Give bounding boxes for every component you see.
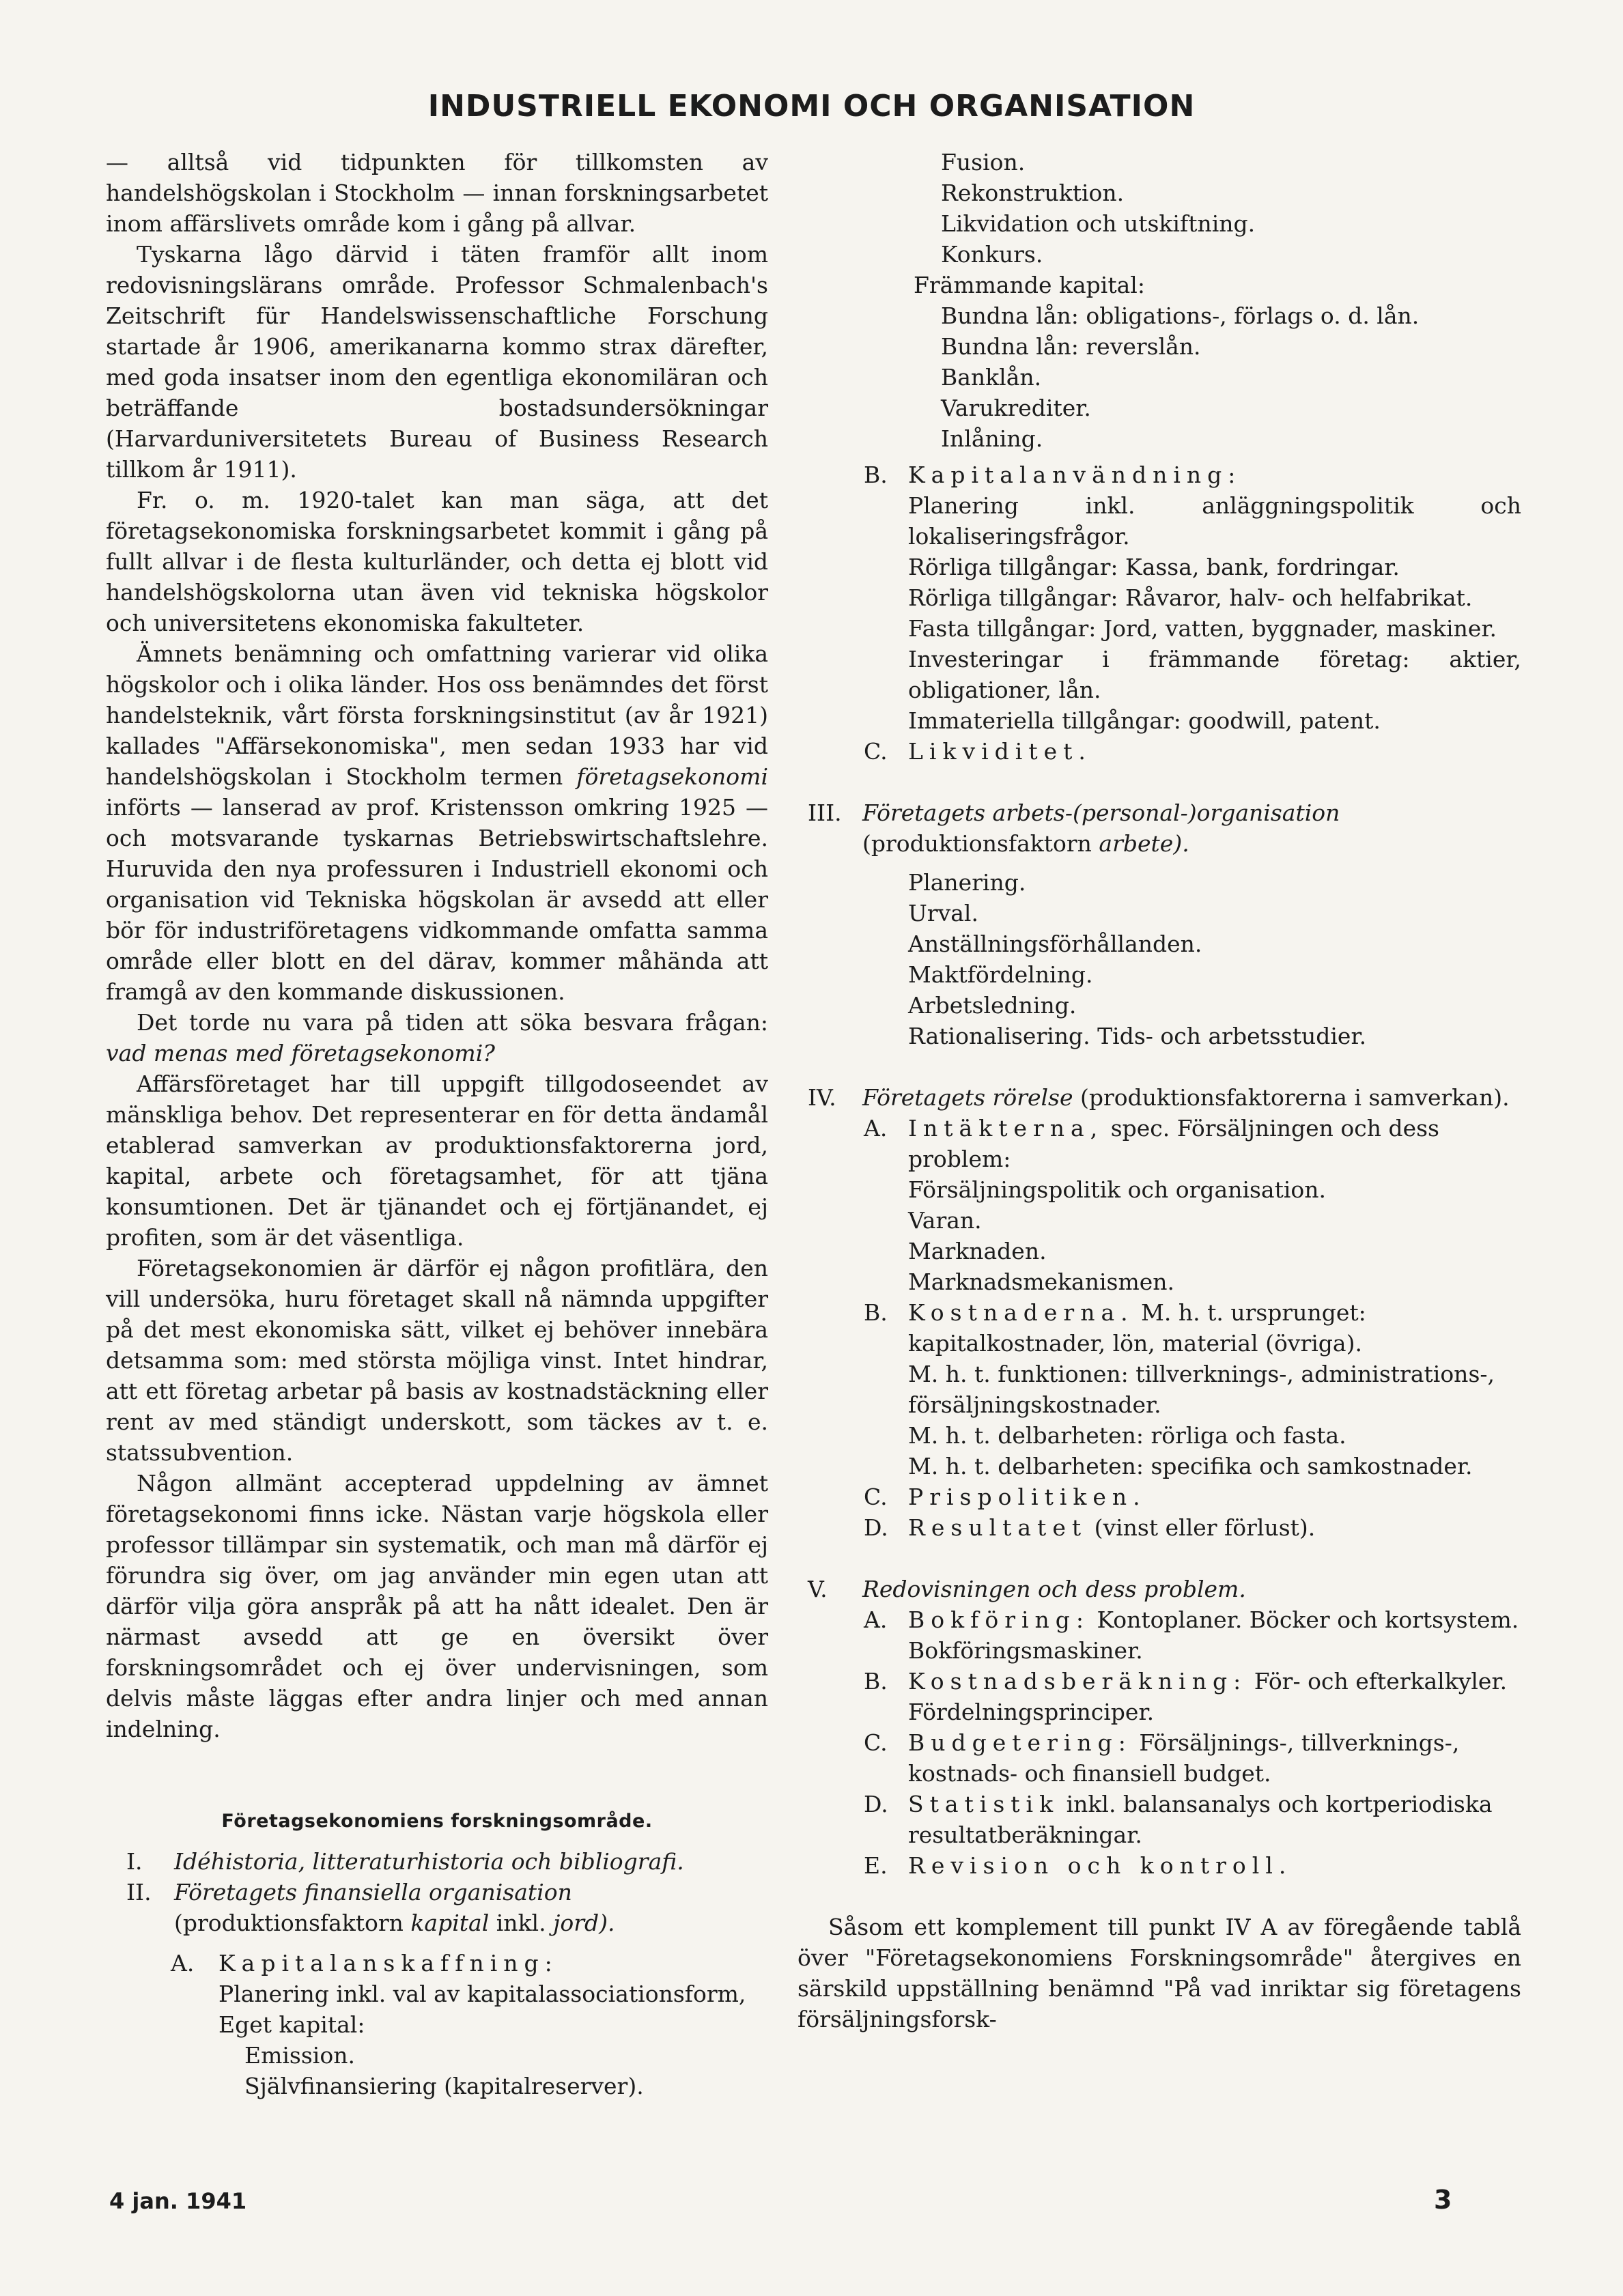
outline-line: Inlåning. — [941, 425, 1043, 452]
outline-text — [908, 1512, 1521, 1543]
outline-line: Marknaden. — [908, 1238, 1047, 1264]
outline-text — [862, 797, 1521, 859]
outline-item — [106, 1877, 768, 1938]
outline-label: A. — [864, 1115, 888, 1142]
outline-line: Varan. — [908, 1207, 982, 1234]
issue-date: 4 jan. 1941 — [109, 2188, 247, 2214]
emphasis: jord). — [553, 1910, 615, 1936]
outline-line: Försäljningspolitik och organisation. — [908, 1176, 1327, 1203]
outline-item — [106, 1846, 768, 1877]
emphasis: företagsekonomi — [576, 763, 768, 790]
outline-line: Marknadsmekanismen. — [908, 1269, 1175, 1295]
outline-line: Investeringar i främmande företag: aktier, obligationer, lån. — [908, 646, 1521, 703]
outline-line: Rekonstruktion. — [941, 180, 1125, 206]
text: Försäljnings-, tillverknings-, kostnads- och finansiell budget. — [908, 1729, 1460, 1787]
outline-line: Självfinansiering (kapitalreserver). — [244, 2073, 644, 2099]
outline-line: Urval. — [908, 900, 978, 926]
outline-sublist — [106, 1979, 768, 2101]
outline-text: Kapitalanvändning: — [908, 462, 1242, 488]
text: (produktionsfaktorerna i samverkan). — [1073, 1084, 1510, 1111]
emphasis: vad menas med företagsekonomi? — [106, 1040, 495, 1066]
outline-item — [798, 1850, 1521, 1881]
paragraph: Någon allmänt accepterad uppdelning av ämnet företagsekonomi finns icke. Nästan varje högskola eller professor tillämpar sin systematik, och man må därför ej förundra sig över, om jag använder min egen utan att därför vilja göra anspråk på att ha nått idealet. Den är närmast avsedd att ge en översikt över forskningsområdet och ej över undervisningen, som delvis måste läggas efter andra linjer och med annan indelning. — [106, 1470, 768, 1742]
spaced-term: Kostnadsberäkning: — [908, 1668, 1247, 1695]
outline-sublist — [798, 867, 1521, 1051]
outline-item — [798, 1113, 1521, 1174]
outline-text — [174, 1877, 768, 1938]
outline-item — [798, 797, 1521, 859]
emphasis: Företagets rörelse — [862, 1084, 1073, 1111]
outline-item — [798, 1604, 1521, 1666]
left-column — [106, 147, 768, 2101]
paragraph: Tyskarna lågo därvid i täten framför allt inom redovisningslärans område. Professor Schmalenbach's Zeitschrift für Handelswissenschaftliche Forschung startade år 1906, amerikanarna kommo strax därefter, med goda insatser inom den egentliga ekonomiläran och beträffande bostadsundersökningar (Harvarduniversitetets Bureau of Business Research tillkom år 1911). — [106, 241, 768, 483]
outline-item — [798, 736, 1521, 767]
outline-line: Eget kapital: — [218, 2011, 365, 2038]
section-subheading: Företagsekonomiens forskningsområde. — [221, 1811, 653, 1832]
outline-text — [908, 1727, 1521, 1789]
emphasis: Företagets finansiella organisation — [174, 1879, 572, 1905]
spaced-term: Kostnaderna. — [908, 1299, 1134, 1326]
outline-line: M. h. t. delbarheten: specifika och samkostnader. — [908, 1453, 1473, 1479]
outline-label: A. — [864, 1606, 888, 1633]
outline-label: D. — [864, 1791, 888, 1817]
emphasis: kapital — [410, 1910, 490, 1936]
outline-label: B. — [864, 1668, 888, 1695]
outline-item — [798, 1727, 1521, 1789]
right-column — [798, 147, 1521, 2035]
spaced-term: Budgetering: — [908, 1729, 1132, 1756]
outline-item — [798, 1297, 1521, 1359]
outline-item — [798, 1574, 1521, 1604]
outline-label: E. — [864, 1852, 888, 1879]
outline-line: Rörliga tillgångar: Råvaror, halv- och helfabrikat. — [908, 584, 1473, 611]
outline-line: Planering. — [908, 869, 1026, 896]
outline-line: M. h. t. delbarheten: rörliga och fasta. — [908, 1422, 1346, 1449]
outline-line: Emission. — [244, 2042, 355, 2069]
outline-label: C. — [864, 1484, 888, 1510]
outline-item — [798, 1789, 1521, 1850]
outline-text — [862, 1082, 1521, 1113]
outline-item — [798, 1666, 1521, 1727]
outline-line: Planering inkl. anläggningspolitik och lokaliseringsfrågor. — [908, 492, 1521, 550]
outline-text: Kapitalanskaffning: — [218, 1950, 559, 1976]
outline-label: D. — [864, 1514, 888, 1541]
text: Ämnets benämning och omfattning varierar vid olika högskolor och i olika länder. Hos oss benämndes det först handelsteknik, vårt första forskningsinstitut (av år 1921) kallades "Affärsekonomiska", men sedan 1933 har vid handelshögskolan i Stockholm termen — [106, 640, 768, 790]
outline-line: Konkurs. — [941, 241, 1043, 268]
emphasis: Företagets arbets-(personal-)organisation — [862, 799, 1340, 826]
outline-label: II. — [126, 1879, 152, 1905]
text: För- och efterkalkyler. Fördelningsprinciper. — [908, 1668, 1508, 1725]
outline-line: Arbetsledning. — [908, 992, 1077, 1019]
outline-label: V. — [808, 1576, 828, 1602]
outline-item — [798, 1482, 1521, 1512]
text: inkl. balansanalys och kortperiodiska resultatberäkningar. — [908, 1791, 1493, 1848]
outline-sublist — [798, 1174, 1521, 1297]
paragraph — [106, 1007, 768, 1068]
spaced-term: Bokföring: — [908, 1606, 1090, 1633]
outline-line: Främmande kapital: — [914, 272, 1145, 298]
outline-line: Bundna lån: obligations-, förlags o. d. lån. — [941, 302, 1420, 329]
text: M. h. t. ursprunget: kapitalkostnader, lön, material (övriga). — [908, 1299, 1366, 1357]
outline-item — [798, 1512, 1521, 1543]
outline-line: Rörliga tillgångar: Kassa, bank, fordringar. — [908, 554, 1400, 580]
text: inkl. — [489, 1910, 554, 1936]
page-number: 3 — [1434, 2185, 1452, 2215]
outline-item — [798, 459, 1521, 490]
emphasis: arbete). — [1099, 830, 1189, 857]
spaced-term: Statistik — [908, 1791, 1060, 1817]
outline-text — [908, 1297, 1521, 1359]
outline-sublist — [798, 1359, 1521, 1482]
outline-line: Bundna lån: reverslån. — [941, 333, 1201, 360]
outline-text: Idéhistoria, litteraturhistoria och bibliografi. — [174, 1848, 684, 1875]
outline-line: Maktfördelning. — [908, 961, 1093, 988]
outline-label: C. — [864, 738, 888, 765]
outline-label: B. — [864, 462, 888, 488]
outline-label: I. — [126, 1848, 143, 1875]
outline-text — [908, 1113, 1521, 1174]
paragraph — [106, 638, 768, 1007]
outline-text: Revision och kontroll. — [908, 1852, 1293, 1879]
text: (produktionsfaktorn — [862, 830, 1099, 857]
outline-label: A. — [171, 1950, 195, 1976]
outline-sublist — [798, 300, 1521, 454]
paragraph: Såsom ett komplement till punkt IV A av föregående tablå över "Företagsekonomiens Forskningsområde" återgives en särskild uppställning benämnd "På vad inriktar sig företagens försäljningsforsk- — [798, 1914, 1521, 2032]
text: Det torde nu vara på tiden att söka besvara frågan: — [137, 1009, 768, 1036]
outline-sublist — [798, 490, 1521, 736]
outline-line: Fusion. — [941, 149, 1026, 175]
outline-line: Rationalisering. Tids- och arbetsstudier. — [908, 1023, 1367, 1049]
outline-text: Prispolitiken. — [908, 1484, 1146, 1510]
outline-line: Planering inkl. val av kapitalassociationsform, — [218, 1981, 746, 2007]
text: införts — lanserad av prof. Kristensson omkring 1925 — och motsvarande tyskarnas Betriebswirtschaftslehre. Huruvida den nya professuren i Industriell ekonomi och organisation vid Tekniska högskolan är avsedd att eller bör för industriföretagens vidkommande omfatta samma område eller blott en del därav, kommer måhända att framgå av den kommande diskussionen. — [106, 794, 768, 1005]
text: (produktionsfaktorn — [174, 1910, 411, 1936]
outline-text: Likviditet. — [908, 738, 1092, 765]
outline-label: B. — [864, 1299, 888, 1326]
paragraph: Företagsekonomien är därför ej någon profitlära, den vill undersöka, huru företaget skall nå nämnda uppgifter på det mest ekonomiska sätt, vilket ej behöver innebära detsamma som: med största möjliga vinst. Intet hindrar, att ett företag arbetar på basis av kostnadstäckning eller rent av med ständigt underskott, som täckes av t. e. statssubvention. — [106, 1255, 768, 1466]
spaced-term: Resultatet — [908, 1514, 1088, 1541]
outline-label: III. — [808, 799, 842, 826]
outline-line: Likvidation och utskiftning. — [941, 210, 1256, 237]
text: (vinst eller förlust). — [1087, 1514, 1316, 1541]
outline-line: M. h. t. funktionen: tillverknings-, administrations-, försäljningskostnader. — [908, 1361, 1495, 1418]
page-header: INDUSTRIELL EKONOMI OCH ORGANISATION — [427, 89, 1196, 124]
outline-line: Fasta tillgångar: Jord, vatten, byggnader, maskiner. — [908, 615, 1497, 642]
spaced-term: Intäkterna, — [908, 1115, 1104, 1142]
text: spec. Försäljningen och dess problem: — [908, 1115, 1439, 1172]
outline-text: Redovisningen och dess problem. — [862, 1576, 1246, 1602]
outline-text — [908, 1666, 1521, 1727]
outline-item — [798, 1082, 1521, 1113]
paragraph: Affärsföretaget har till uppgift tillgodoseendet av mänskliga behov. Det representerar en för detta ändamål etablerad samverkan av produktionsfaktorerna jord, kapital, arbete och företagsamhet, för att tjäna konsumtionen. Det är tjänandet och ej förtjänandet, ej profiten, som är det väsentliga. — [106, 1071, 768, 1251]
outline-text — [908, 1604, 1521, 1666]
outline-line: Anställningsförhållanden. — [908, 931, 1202, 957]
outline-label: C. — [864, 1729, 888, 1756]
paragraph: Fr. o. m. 1920-talet kan man säga, att det företagsekonomiska forskningsarbetet kommit i gång på fullt allvar i de flesta kulturländer, och detta ej blott vid handelshögskolorna utan även vid tekniska högskolor och universitetens ekonomiska fakulteter. — [106, 487, 768, 636]
text: Kontoplaner. Böcker och kortsystem. Bokföringsmaskiner. — [908, 1606, 1519, 1664]
outline-line: Banklån. — [941, 364, 1042, 391]
outline-text — [908, 1789, 1521, 1850]
outline-sublist — [798, 147, 1521, 270]
paragraph: — alltså vid tidpunkten för tillkomsten av handelshögskolan i Stockholm — innan forskningsarbetet inom affärslivets område kom i gång på allvar. — [106, 149, 768, 237]
outline-item — [106, 1948, 768, 1979]
outline-line: Varukrediter. — [941, 395, 1091, 421]
outline-label: IV. — [808, 1084, 836, 1111]
outline-line: Immateriella tillgångar: goodwill, patent. — [908, 707, 1381, 734]
